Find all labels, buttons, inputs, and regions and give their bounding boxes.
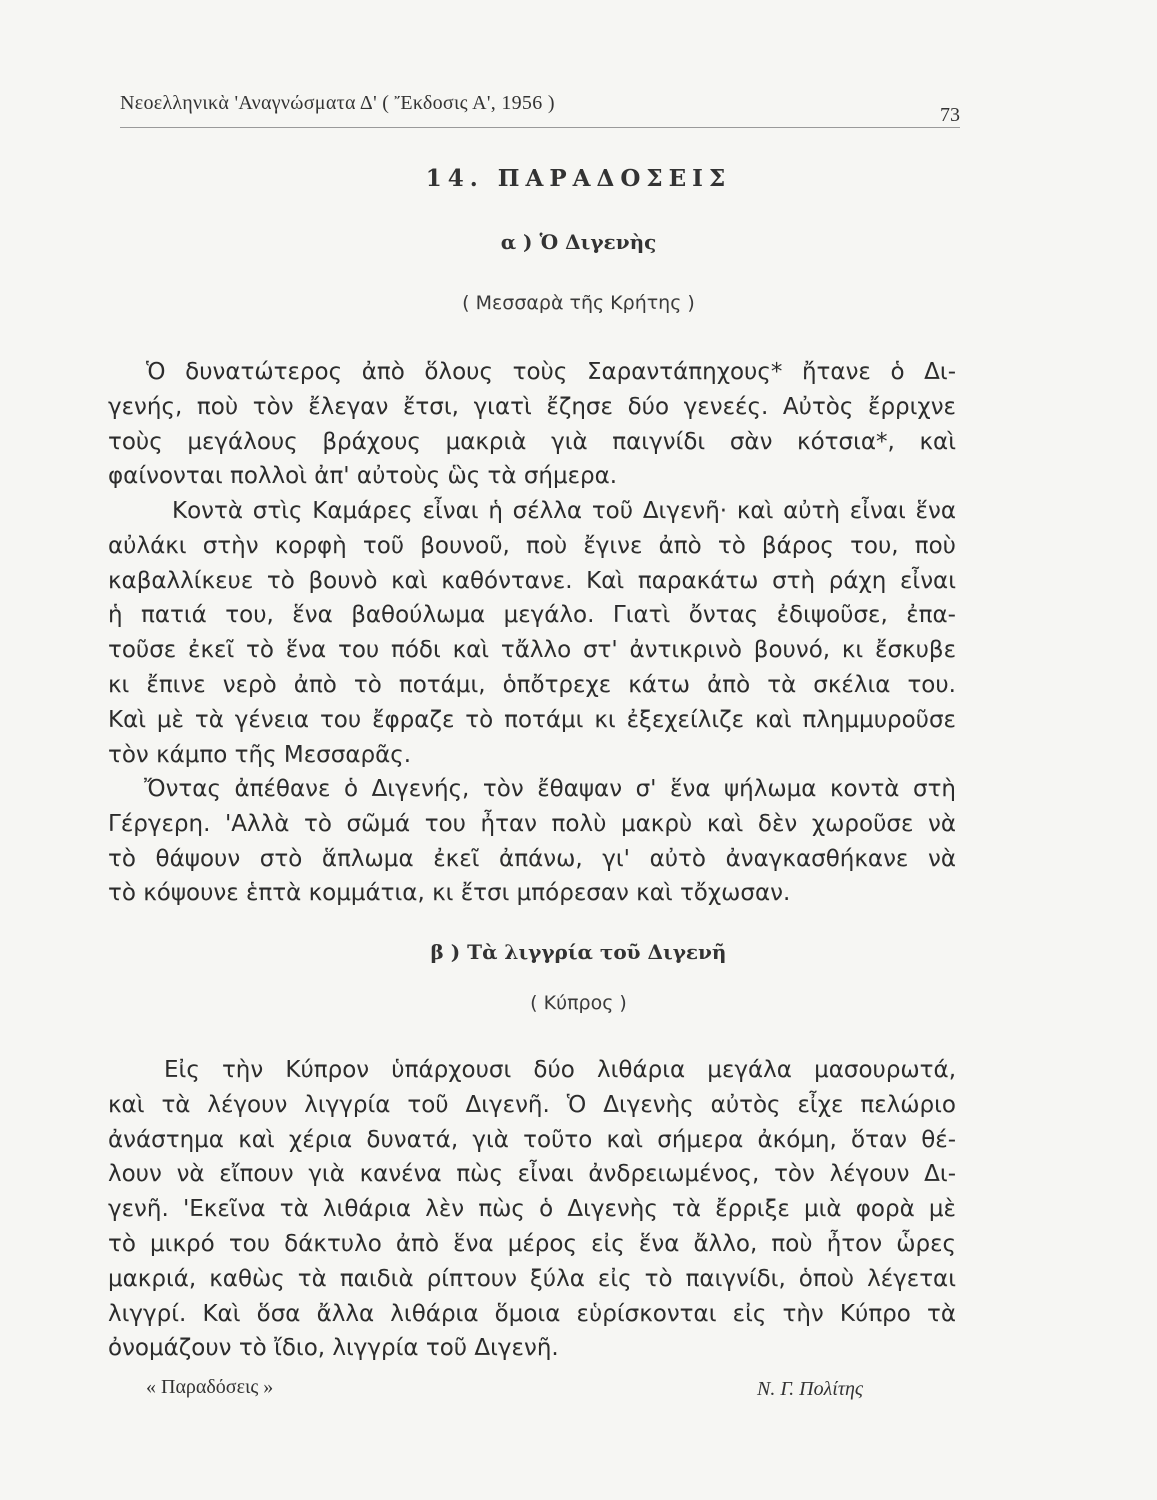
text-line: Γέργερη. 'Αλλὰ τὸ σῶμά του ἦταν πολὺ μακρὺ καὶ δὲν χωροῦσε νὰ: [108, 810, 956, 837]
book-title: Νεοελληνικὰ 'Αναγνώσματα Δ' ( Ἔκδοσις Α', 1956 ): [120, 92, 555, 114]
section-a-paragraph-2: [108, 494, 956, 772]
text-line: λιγγρί. Καὶ ὅσα ἄλλα λιθάρια ὅμοια εὑρίσκονται εἰς τὴν Κύπρο τὰ: [108, 1300, 956, 1327]
section-b-subtitle: ( Κύπρος ): [530, 992, 627, 1014]
text-line: φαίνονται πολλοὶ ἀπ' αὐτοὺς ὣς τὰ σήμερα.: [108, 463, 618, 490]
text-line: κι ἔπινε νερὸ ἀπὸ τὸ ποτάμι, ὁπὄτρεχε κάτω ἀπὸ τὰ σκέλια του.: [108, 671, 956, 698]
text-line: Καὶ μὲ τὰ γένεια του ἔφραζε τὸ ποτάμι κι ἐξεχείλιζε καὶ πλημμυροῦσε: [108, 706, 956, 733]
text-line: Εἰς τὴν Κύπρον ὑπάρχουσι δύο λιθάρια μεγάλα μασουρωτά,: [164, 1057, 956, 1083]
section-b-paragraph-1: [108, 1053, 956, 1366]
text-line: γενής, ποὺ τὸν ἔλεγαν ἔτσι, γιατὶ ἔζησε δύο γενεές. Αὐτὸς ἔρριχνε: [108, 393, 956, 420]
text-line: καὶ τὰ λέγουν λιγγρία τοῦ Διγενῆ. Ὁ Διγενὴς αὐτὸς εἶχε πελώριο: [108, 1091, 956, 1118]
text-line: τὸ κόψουνε ἑπτὰ κομμάτια, κι ἔτσι μπόρεσαν καὶ τὄχωσαν.: [108, 880, 791, 907]
author-signature: Ν. Γ. Πολίτης: [757, 1378, 864, 1400]
chapter-title: 14. ΠΑΡΑΔΟΣΕΙΣ: [425, 165, 732, 192]
text-line: μακριά, καθὼς τὰ παιδιὰ ρίπτουν ξύλα εἰς τὸ παιγνίδι, ὁποὺ λέγεται: [108, 1265, 956, 1292]
text-line: καβαλλίκευε τὸ βουνὸ καὶ καθόντανε. Καὶ παρακάτω στὴ ράχη εἶναι: [108, 567, 956, 594]
page-number: 73: [940, 104, 960, 126]
running-head: [120, 86, 960, 126]
text-line: ἀνάστημα καὶ χέρια δυνατά, γιὰ τοῦτο καὶ σήμερα ἀκόμη, ὅταν θέ-: [108, 1126, 956, 1153]
source-citation: « Παραδόσεις »: [146, 1376, 274, 1398]
text-line: Ὁ δυνατώτερος ἀπὸ ὅλους τοὺς Σαραντάπηχους* ἤτανε ὁ Δι-: [146, 359, 956, 385]
text-line: γενῆ. 'Εκεῖνα τὰ λιθάρια λὲν πὼς ὁ Διγενὴς τὰ ἔρριξε μιὰ φορὰ μὲ: [108, 1196, 956, 1223]
text-line: τοὺς μεγάλους βράχους μακριὰ γιὰ παιγνίδι σὰν κότσια*, καὶ: [108, 428, 956, 455]
text-line: αὐλάκι στὴν κορφὴ τοῦ βουνοῦ, ποὺ ἔγινε ἀπὸ τὸ βάρος του, ποὺ: [108, 532, 956, 559]
text-line: τὸ μικρό του δάκτυλο ἀπὸ ἕνα μέρος εἰς ἕνα ἄλλο, ποὺ ἦτον ὧρες: [108, 1230, 956, 1257]
header-rule: [120, 127, 960, 128]
section-a-title: α ) Ὁ Διγενὴς: [500, 230, 657, 254]
text-line: ὀνομάζουν τὸ ἴδιο, λιγγρία τοῦ Διγενῆ.: [108, 1335, 559, 1362]
text-line: τὸν κάμπο τῆς Μεσσαρᾶς.: [108, 741, 412, 768]
text-line: Κοντὰ στὶς Καμάρες εἶναι ἡ σέλλα τοῦ Διγενῆ· καὶ αὐτὴ εἶναι ἕνα: [172, 498, 956, 524]
section-a-subtitle: ( Μεσσαρὰ τῆς Κρήτης ): [462, 292, 695, 314]
text-line: τὸ θάψουν στὸ ἅπλωμα ἐκεῖ ἀπάνω, γι' αὐτὸ ἀναγκασθήκανε νὰ: [108, 845, 956, 872]
text-line: Ὄντας ἀπέθανε ὁ Διγενής, τὸν ἔθαψαν σ' ἕνα ψήλωμα κοντὰ στὴ: [144, 776, 956, 802]
text-line: λουν νὰ εἴπουν γιὰ κανένα πὼς εἶναι ἀνδρειωμένος, τὸν λέγουν Δι-: [108, 1161, 956, 1188]
section-a-paragraph-1: [108, 355, 956, 494]
text-line: τοῦσε ἐκεῖ τὸ ἕνα του πόδι καὶ τἄλλο στ' ἀντικρινὸ βουνό, κι ἔσκυβε: [108, 637, 956, 664]
text-line: ἡ πατιά του, ἕνα βαθούλωμα μεγάλο. Γιατὶ ὄντας ἐδιψοῦσε, ἐπα-: [108, 602, 956, 629]
section-b-title: β ) Τὰ λιγγρία τοῦ Διγενῆ: [430, 940, 727, 964]
section-a-paragraph-3: [108, 772, 956, 911]
